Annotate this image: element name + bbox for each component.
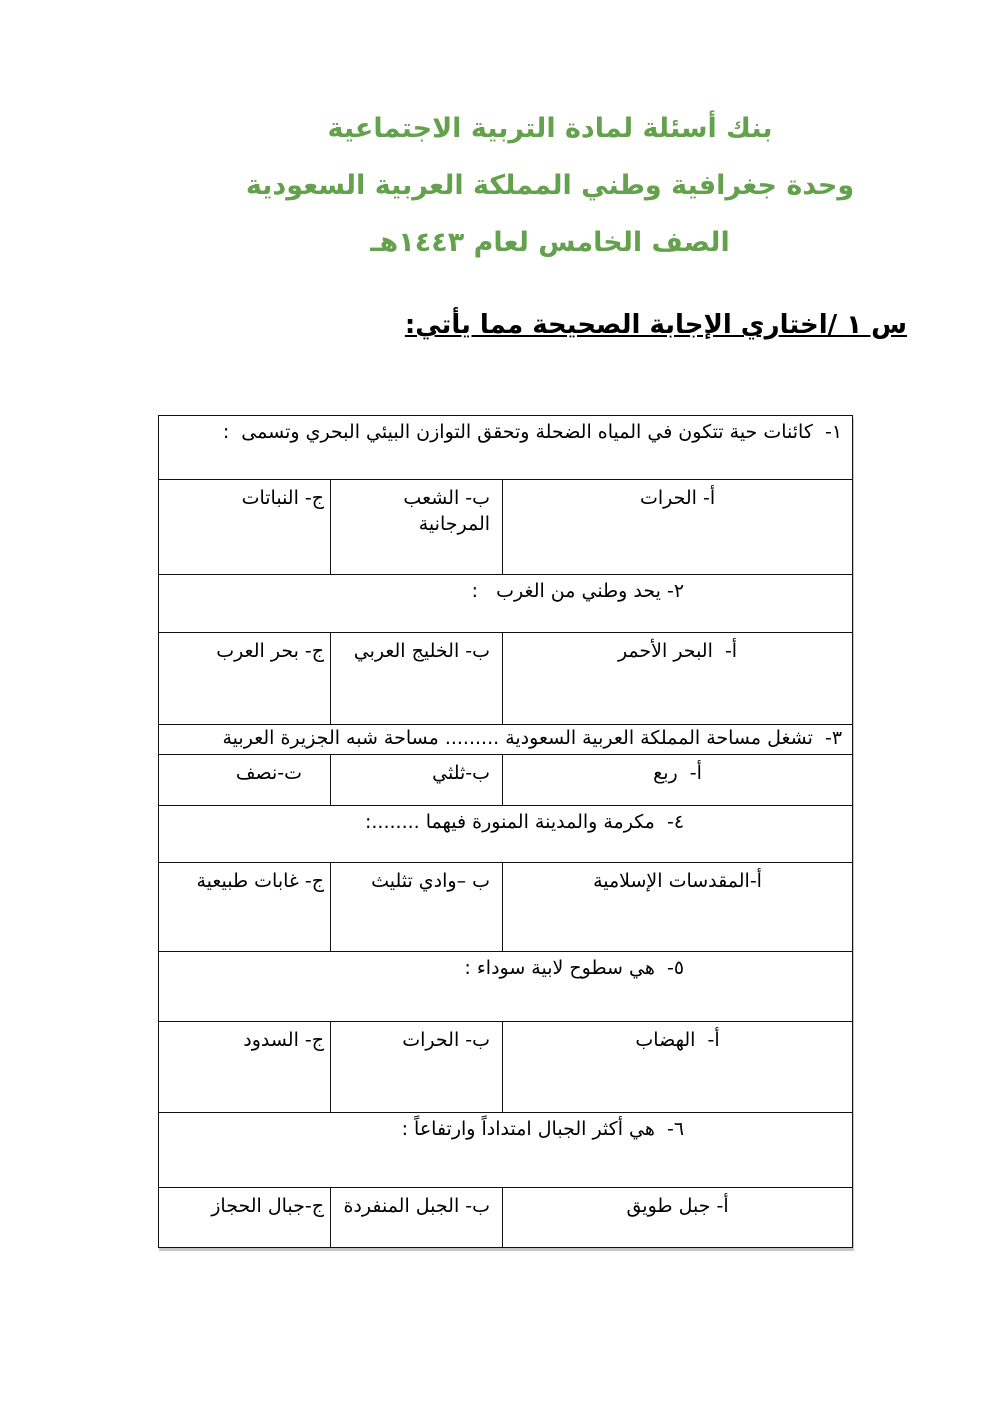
title-block (110, 100, 990, 271)
options-row-1 (159, 480, 853, 575)
quiz-table (158, 415, 853, 1248)
option-4-b: ب –وادي تثليث (331, 863, 503, 952)
question-row-6 (159, 1113, 853, 1188)
options-row-4 (159, 863, 853, 952)
option-5-c: ج- السدود (159, 1022, 331, 1113)
section-heading: س ١ /اختاري الإجابة الصحيحة مما يأتي: (404, 310, 907, 340)
question-row-2 (159, 575, 853, 633)
question-row-3 (159, 725, 853, 755)
question-text-1: ١- كائنات حية تتكون في المياه الضحلة وتحقق التوازن البيئي البحري وتسمى : (159, 416, 853, 480)
option-1-a: أ- الحرات (503, 480, 853, 575)
option-3-b: ب-ثلثي (331, 755, 503, 806)
option-5-b: ب- الحرات (331, 1022, 503, 1113)
question-text-6: ٦- هي أكثر الجبال امتداداً وارتفاعاً : (159, 1113, 853, 1188)
question-text-5: ٥- هي سطوح لابية سوداء : (159, 952, 853, 1022)
option-4-c: ج- غابات طبيعية (159, 863, 331, 952)
question-row-1 (159, 416, 853, 480)
options-row-2 (159, 633, 853, 725)
title-line-1: بنك أسئلة لمادة التربية الاجتماعية (327, 113, 773, 144)
options-row-3 (159, 755, 853, 806)
option-5-a: أ- الهضاب (503, 1022, 853, 1113)
option-2-a: أ- البحر الأحمر (503, 633, 853, 725)
question-text-3: ٣- تشغل مساحة المملكة العربية السعودية ......... مساحة شبه الجزيرة العربية (159, 725, 853, 755)
option-6-c: ج-جبال الحجاز (159, 1188, 331, 1248)
option-4-a: أ-المقدسات الإسلامية (503, 863, 853, 952)
title-line-2: وحدة جغرافية وطني المملكة العربية السعودية (245, 170, 855, 201)
title-line-3: الصف الخامس لعام ١٤٤٣هـ (370, 227, 730, 258)
option-3-c: ت-نصف (159, 755, 331, 806)
option-2-c: ج- بحر العرب (159, 633, 331, 725)
options-row-6 (159, 1188, 853, 1248)
option-6-a: أ- جبل طويق (503, 1188, 853, 1248)
option-2-b: ب- الخليج العربي (331, 633, 503, 725)
option-1-b: ب- الشعب المرجانية (331, 480, 503, 575)
option-3-a: أ- ربع (503, 755, 853, 806)
question-row-4 (159, 806, 853, 863)
option-6-b: ب- الجبل المنفردة (331, 1188, 503, 1248)
question-text-4: ٤- مكرمة والمدينة المنورة فيهما ........: (159, 806, 853, 863)
question-row-5 (159, 952, 853, 1022)
options-row-5 (159, 1022, 853, 1113)
question-text-2: ٢- يحد وطني من الغرب : (159, 575, 853, 633)
option-1-c: ج- النباتات (159, 480, 331, 575)
